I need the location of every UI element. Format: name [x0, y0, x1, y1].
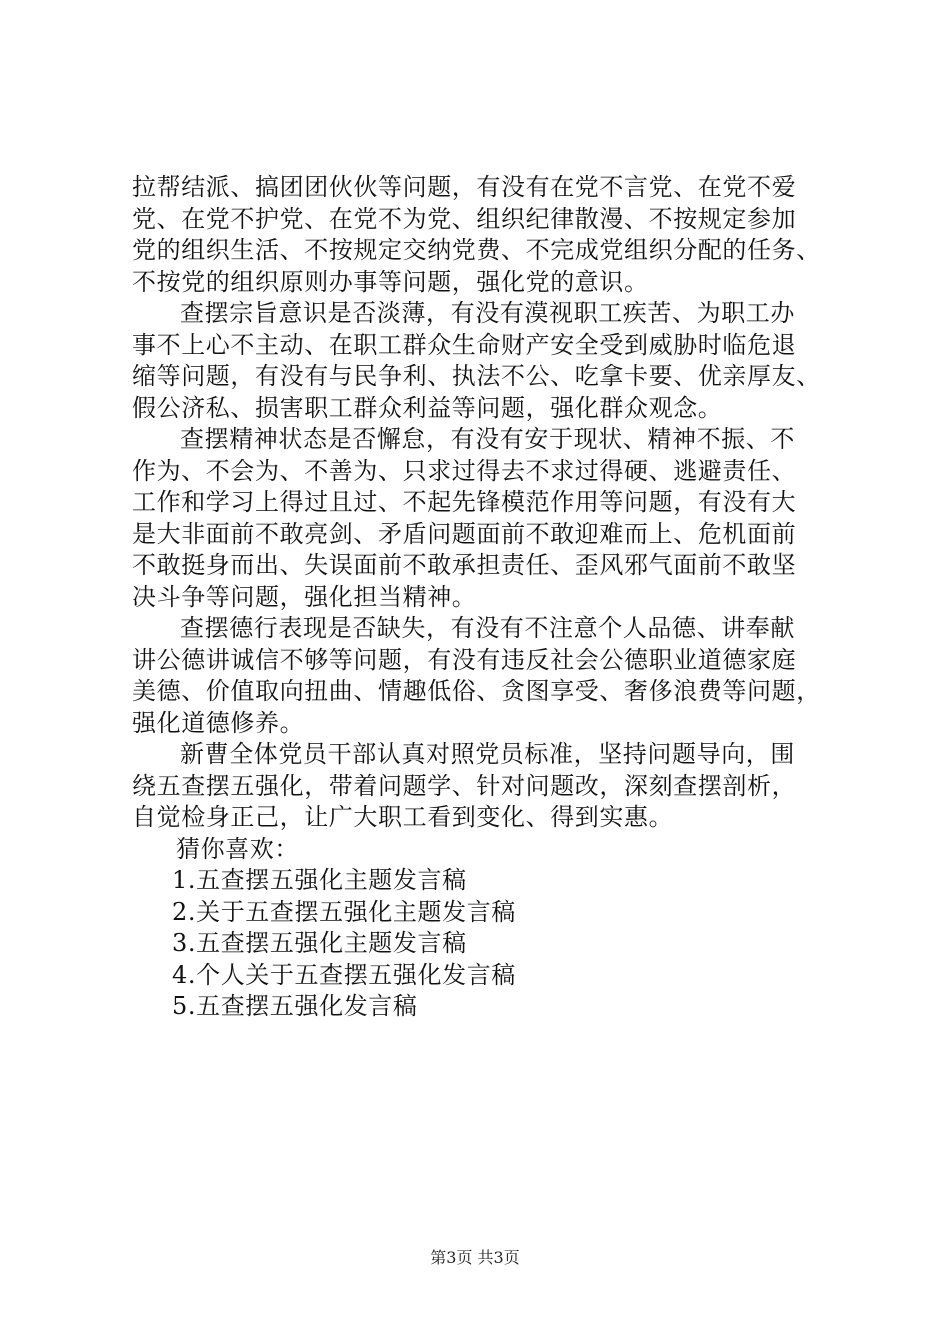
related-link-3[interactable]: 3.五查摆五强化主题发言稿	[172, 929, 467, 957]
related-title: 猜你喜欢：	[176, 834, 299, 863]
text-line: 查摆德行表现是否缺失，有没有不注意个人品德、讲奉献	[180, 614, 795, 642]
text-line: 绕五查摆五强化，带着问题学、针对问题改，深刻查摆剖析，	[132, 771, 797, 800]
text-line: 自觉检身正己，让广大职工看到变化、得到实惠。	[132, 803, 674, 831]
related-link-4[interactable]: 4.个人关于五查摆五强化发言稿	[172, 960, 516, 989]
related-section	[132, 834, 852, 1023]
text-line: 新曹全体党员干部认真对照党员标准，坚持问题导向，围	[180, 740, 795, 768]
paragraph	[132, 739, 852, 834]
page-number-footer: 第3页 共3页	[430, 1248, 520, 1267]
related-link-1[interactable]: 1.五查摆五强化主题发言稿	[172, 866, 467, 894]
paragraph	[132, 298, 852, 424]
text-line: 查摆精神状态是否懈怠，有没有安于现状、精神不振、不	[180, 425, 795, 453]
text-line: 强化道德修养。	[132, 708, 305, 737]
text-line: 党、在党不护党、在党不为党、组织纪律散漫、不按规定参加	[132, 204, 797, 233]
text-line: 是大非面前不敢亮剑、矛盾问题面前不敢迎难而上、危机面前	[132, 519, 797, 548]
text-line: 美德、价值取向扭曲、情趣低俗、贪图享受、奢侈浪费等问题，	[132, 677, 821, 705]
text-line: 党的组织生活、不按规定交纳党费、不完成党组织分配的任务、	[132, 236, 821, 264]
text-line: 决斗争等问题，强化担当精神。	[132, 582, 477, 611]
related-link-5[interactable]: 5.五查摆五强化发言稿	[172, 992, 418, 1020]
text-line: 缩等问题，有没有与民争利、执法不公、吃拿卡要、优亲厚友、	[132, 362, 821, 390]
paragraph	[132, 613, 852, 739]
text-line: 作为、不会为、不善为、只求过得去不求过得硬、逃避责任、	[132, 456, 797, 485]
text-line: 讲公德讲诚信不够等问题，有没有违反社会公德职业道德家庭	[132, 645, 797, 674]
document-body	[132, 172, 852, 1023]
text-line: 假公济私、损害职工群众利益等问题，强化群众观念。	[132, 393, 723, 422]
text-line: 不按党的组织原则办事等问题，强化党的意识。	[132, 267, 649, 296]
text-line: 查摆宗旨意识是否淡薄，有没有漠视职工疾苦、为职工办	[180, 299, 795, 327]
paragraph	[132, 172, 852, 298]
text-line: 工作和学习上得过且过、不起先锋模范作用等问题，有没有大	[132, 488, 797, 516]
related-link-2[interactable]: 2.关于五查摆五强化主题发言稿	[172, 897, 516, 926]
text-line: 事不上心不主动、在职工群众生命财产安全受到威胁时临危退	[132, 330, 797, 359]
paragraph	[132, 424, 852, 613]
text-line: 拉帮结派、搞团团伙伙等问题，有没有在党不言党、在党不爱	[132, 173, 797, 201]
text-line: 不敢挺身而出、失误面前不敢承担责任、歪风邪气面前不敢坚	[132, 551, 797, 579]
